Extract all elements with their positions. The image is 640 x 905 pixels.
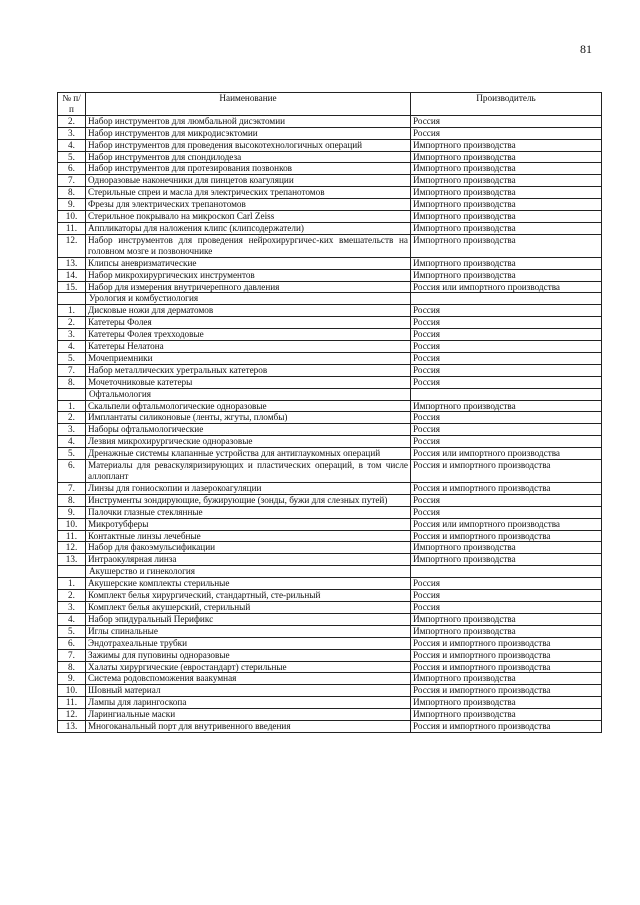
table-row bbox=[58, 590, 602, 602]
row-number: 10. bbox=[58, 518, 86, 530]
section-row bbox=[58, 293, 602, 305]
row-number: 1. bbox=[58, 578, 86, 590]
row-number: 5. bbox=[58, 448, 86, 460]
row-producer: Импортного производства bbox=[411, 554, 602, 566]
row-number: 6. bbox=[58, 460, 86, 483]
row-name: Набор эпидуральный Перификс bbox=[86, 613, 411, 625]
row-producer: Импортного производства bbox=[411, 187, 602, 199]
row-number: 7. bbox=[58, 364, 86, 376]
row-name: Лезвия микрохирургические одноразовые bbox=[86, 436, 411, 448]
row-producer: Россия bbox=[411, 127, 602, 139]
row-producer: Россия и импортного производства bbox=[411, 661, 602, 673]
row-name: Мочеточниковые катетеры bbox=[86, 376, 411, 388]
table-row bbox=[58, 673, 602, 685]
row-name: Акушерство и гинекология bbox=[86, 566, 411, 578]
row-number: 11. bbox=[58, 697, 86, 709]
row-producer: Импортного производства bbox=[411, 542, 602, 554]
table-row bbox=[58, 709, 602, 721]
row-producer: Импортного производства bbox=[411, 222, 602, 234]
row-name: Дренажные системы клапанные устройства для антиглаукомных операций bbox=[86, 448, 411, 460]
row-name: Набор инструментов для проведения нейрохирургичес-ких вмешательств на головном мозге и позвоночнике bbox=[86, 234, 411, 257]
row-producer: Импортного производства bbox=[411, 400, 602, 412]
row-name: Набор инструментов для протезирования позвонков bbox=[86, 163, 411, 175]
row-number: 3. bbox=[58, 127, 86, 139]
table-row bbox=[58, 554, 602, 566]
row-number: 3. bbox=[58, 424, 86, 436]
table-row bbox=[58, 269, 602, 281]
row-producer: Россия bbox=[411, 424, 602, 436]
row-producer bbox=[411, 293, 602, 305]
row-number: 15. bbox=[58, 281, 86, 293]
row-name: Набор инструментов для микродисэктомии bbox=[86, 127, 411, 139]
row-number: 7. bbox=[58, 175, 86, 187]
table-header-row bbox=[58, 93, 602, 116]
row-name: Шовный материал bbox=[86, 685, 411, 697]
row-number bbox=[58, 566, 86, 578]
row-name: Иглы спинальные bbox=[86, 625, 411, 637]
row-number: 7. bbox=[58, 482, 86, 494]
table-row bbox=[58, 494, 602, 506]
table-row bbox=[58, 281, 602, 293]
row-name: Катетеры Фолея bbox=[86, 317, 411, 329]
row-name: Эндотрахеальные трубки bbox=[86, 637, 411, 649]
row-number: 13. bbox=[58, 257, 86, 269]
header-number: № п/п bbox=[58, 93, 86, 116]
table-row bbox=[58, 518, 602, 530]
row-name: Набор инструментов для люмбальной дисэктомии bbox=[86, 115, 411, 127]
table-row bbox=[58, 352, 602, 364]
row-name: Набор инструментов для проведения высокотехнологичных операций bbox=[86, 139, 411, 151]
table-row bbox=[58, 625, 602, 637]
row-number: 5. bbox=[58, 151, 86, 163]
row-producer: Импортного производства bbox=[411, 199, 602, 211]
table-body bbox=[58, 115, 602, 732]
table-row bbox=[58, 649, 602, 661]
row-producer: Россия bbox=[411, 412, 602, 424]
row-number: 8. bbox=[58, 376, 86, 388]
row-name: Набор микрохирургических инструментов bbox=[86, 269, 411, 281]
row-name: Катетеры Фолея трехходовые bbox=[86, 329, 411, 341]
row-producer: Россия bbox=[411, 436, 602, 448]
row-number: 9. bbox=[58, 506, 86, 518]
table-row bbox=[58, 448, 602, 460]
row-name: Фрезы для электрических трепанотомов bbox=[86, 199, 411, 211]
row-number: 6. bbox=[58, 163, 86, 175]
row-name: Палочки глазные стеклянные bbox=[86, 506, 411, 518]
row-producer: Импортного производства bbox=[411, 613, 602, 625]
row-number: 6. bbox=[58, 637, 86, 649]
row-producer: Россия и импортного производства bbox=[411, 637, 602, 649]
row-producer bbox=[411, 388, 602, 400]
table-row bbox=[58, 578, 602, 590]
row-producer: Россия или импортного производства bbox=[411, 518, 602, 530]
row-number: 8. bbox=[58, 187, 86, 199]
row-number: 3. bbox=[58, 329, 86, 341]
row-name: Зажимы для пуповины одноразовые bbox=[86, 649, 411, 661]
table-row bbox=[58, 222, 602, 234]
row-name: Набор для измерения внутричерепного давления bbox=[86, 281, 411, 293]
table-row bbox=[58, 376, 602, 388]
row-producer: Импортного производства bbox=[411, 163, 602, 175]
table-row bbox=[58, 211, 602, 223]
row-number: 13. bbox=[58, 554, 86, 566]
row-name: Офтальмология bbox=[86, 388, 411, 400]
row-name: Мочеприемники bbox=[86, 352, 411, 364]
row-number: 2. bbox=[58, 412, 86, 424]
row-producer: Россия bbox=[411, 317, 602, 329]
row-number: 10. bbox=[58, 685, 86, 697]
table-row bbox=[58, 234, 602, 257]
row-number: 9. bbox=[58, 673, 86, 685]
row-name: Стерильные спреи и масла для электрических трепанотомов bbox=[86, 187, 411, 199]
section-row bbox=[58, 388, 602, 400]
row-number: 12. bbox=[58, 542, 86, 554]
row-number bbox=[58, 388, 86, 400]
row-producer: Россия и импортного производства bbox=[411, 530, 602, 542]
table-row bbox=[58, 305, 602, 317]
table-row bbox=[58, 542, 602, 554]
row-number: 5. bbox=[58, 352, 86, 364]
row-number: 4. bbox=[58, 613, 86, 625]
row-name: Клипсы аневризматические bbox=[86, 257, 411, 269]
row-number: 2. bbox=[58, 317, 86, 329]
table-row bbox=[58, 139, 602, 151]
row-number: 2. bbox=[58, 590, 86, 602]
row-number bbox=[58, 293, 86, 305]
table-row bbox=[58, 601, 602, 613]
row-name: Катетеры Нелатона bbox=[86, 341, 411, 353]
row-name: Контактные линзы лечебные bbox=[86, 530, 411, 542]
table-row bbox=[58, 460, 602, 483]
row-name: Комплект белья хирургический, стандартный, сте-рильный bbox=[86, 590, 411, 602]
row-number: 14. bbox=[58, 269, 86, 281]
row-number: 3. bbox=[58, 601, 86, 613]
row-number: 1. bbox=[58, 400, 86, 412]
row-number: 10. bbox=[58, 211, 86, 223]
row-name: Халаты хирургические (евростандарт) стерильные bbox=[86, 661, 411, 673]
row-number: 12. bbox=[58, 234, 86, 257]
table-row bbox=[58, 482, 602, 494]
row-producer: Россия или импортного производства bbox=[411, 448, 602, 460]
row-producer: Россия bbox=[411, 364, 602, 376]
row-producer: Россия и импортного производства bbox=[411, 482, 602, 494]
row-name: Аппликаторы для наложения клипс (клипсодержатели) bbox=[86, 222, 411, 234]
table-row bbox=[58, 163, 602, 175]
row-number: 7. bbox=[58, 649, 86, 661]
row-producer: Импортного производства bbox=[411, 709, 602, 721]
table-row bbox=[58, 685, 602, 697]
table-row bbox=[58, 424, 602, 436]
row-name: Инструменты зондирующие, бужирующие (зонды, бужи для слезных путей) bbox=[86, 494, 411, 506]
table-row bbox=[58, 127, 602, 139]
row-producer: Россия и импортного производства bbox=[411, 685, 602, 697]
row-producer: Россия или импортного производства bbox=[411, 281, 602, 293]
row-producer: Россия и импортного производства bbox=[411, 721, 602, 733]
row-producer: Импортного производства bbox=[411, 673, 602, 685]
row-number: 8. bbox=[58, 494, 86, 506]
table-row bbox=[58, 257, 602, 269]
row-name: Лампы для ларингоскопа bbox=[86, 697, 411, 709]
row-name: Наборы офтальмологические bbox=[86, 424, 411, 436]
row-producer: Россия bbox=[411, 590, 602, 602]
row-producer bbox=[411, 566, 602, 578]
row-number: 12. bbox=[58, 709, 86, 721]
row-producer: Россия bbox=[411, 494, 602, 506]
equipment-table bbox=[57, 92, 602, 733]
table-row bbox=[58, 151, 602, 163]
row-name: Дисковые ножи для дерматомов bbox=[86, 305, 411, 317]
row-name: Интраокулярная линза bbox=[86, 554, 411, 566]
row-name: Имплантаты силиконовые (ленты, жгуты, пломбы) bbox=[86, 412, 411, 424]
table-row bbox=[58, 613, 602, 625]
row-producer: Импортного производства bbox=[411, 625, 602, 637]
row-number: 8. bbox=[58, 661, 86, 673]
row-name: Материалы для реваскуляризирующих и пластических операций, в том числе аллоплант bbox=[86, 460, 411, 483]
row-producer: Импортного производства bbox=[411, 151, 602, 163]
table-row bbox=[58, 400, 602, 412]
row-producer: Импортного производства bbox=[411, 697, 602, 709]
header-name: Наименование bbox=[86, 93, 411, 116]
row-name: Ларингиальные маски bbox=[86, 709, 411, 721]
row-number: 1. bbox=[58, 305, 86, 317]
row-name: Скальпели офтальмологические одноразовые bbox=[86, 400, 411, 412]
header-producer: Производитель bbox=[411, 93, 602, 116]
row-producer: Россия bbox=[411, 376, 602, 388]
table-row bbox=[58, 199, 602, 211]
row-producer: Импортного производства bbox=[411, 257, 602, 269]
table-row bbox=[58, 341, 602, 353]
table-row bbox=[58, 637, 602, 649]
table-row bbox=[58, 661, 602, 673]
row-name: Комплект белья акушерский, стерильный bbox=[86, 601, 411, 613]
row-name: Набор металлических уретральных катетеров bbox=[86, 364, 411, 376]
row-name: Набор для факоэмульсификации bbox=[86, 542, 411, 554]
row-producer: Россия bbox=[411, 341, 602, 353]
row-producer: Импортного производства bbox=[411, 269, 602, 281]
row-number: 11. bbox=[58, 530, 86, 542]
row-producer: Россия и импортного производства bbox=[411, 649, 602, 661]
table-row bbox=[58, 329, 602, 341]
table-row bbox=[58, 115, 602, 127]
row-producer: Россия bbox=[411, 329, 602, 341]
section-row bbox=[58, 566, 602, 578]
row-name: Одноразовые наконечники для пинцетов коагуляции bbox=[86, 175, 411, 187]
row-producer: Импортного производства bbox=[411, 234, 602, 257]
row-name: Стерильное покрывало на микроскоп Carl Zeiss bbox=[86, 211, 411, 223]
row-producer: Россия bbox=[411, 305, 602, 317]
row-number: 2. bbox=[58, 115, 86, 127]
row-producer: Импортного производства bbox=[411, 175, 602, 187]
page-number: 81 bbox=[580, 42, 592, 56]
table-row bbox=[58, 175, 602, 187]
row-producer: Россия bbox=[411, 352, 602, 364]
table-row bbox=[58, 530, 602, 542]
table-row bbox=[58, 187, 602, 199]
row-number: 4. bbox=[58, 436, 86, 448]
row-number: 4. bbox=[58, 139, 86, 151]
row-number: 13. bbox=[58, 721, 86, 733]
row-number: 9. bbox=[58, 199, 86, 211]
row-producer: Россия bbox=[411, 578, 602, 590]
row-name: Микротубферы bbox=[86, 518, 411, 530]
table-row bbox=[58, 364, 602, 376]
row-name: Урология и комбустиология bbox=[86, 293, 411, 305]
row-name: Система родовспоможения вaакумная bbox=[86, 673, 411, 685]
row-name: Линзы для гониоскопии и лазерокоагуляции bbox=[86, 482, 411, 494]
row-name: Набор инструментов для спондилодеза bbox=[86, 151, 411, 163]
row-number: 4. bbox=[58, 341, 86, 353]
table-row bbox=[58, 697, 602, 709]
row-producer: Россия bbox=[411, 601, 602, 613]
row-producer: Россия bbox=[411, 115, 602, 127]
table-row bbox=[58, 721, 602, 733]
table-row bbox=[58, 412, 602, 424]
table-row bbox=[58, 436, 602, 448]
row-name: Многоканальный порт для внутривенного введения bbox=[86, 721, 411, 733]
table-row bbox=[58, 506, 602, 518]
table-row bbox=[58, 317, 602, 329]
row-producer: Россия и импортного производства bbox=[411, 460, 602, 483]
row-number: 11. bbox=[58, 222, 86, 234]
row-number: 5. bbox=[58, 625, 86, 637]
row-producer: Импортного производства bbox=[411, 139, 602, 151]
row-name: Акушерские комплекты стерильные bbox=[86, 578, 411, 590]
row-producer: Импортного производства bbox=[411, 211, 602, 223]
row-producer: Россия bbox=[411, 506, 602, 518]
